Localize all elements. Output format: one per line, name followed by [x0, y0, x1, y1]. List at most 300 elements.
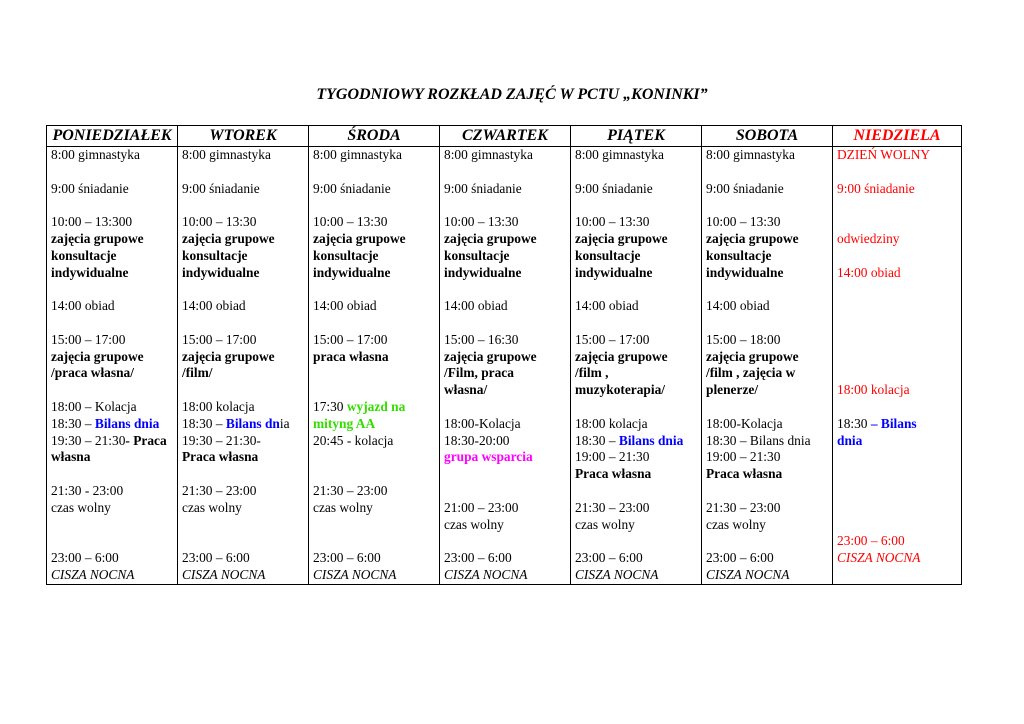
schedule-line — [706, 164, 832, 181]
schedule-line — [837, 197, 961, 214]
schedule-text: 15:00 – 16:30 — [444, 331, 519, 347]
schedule-line — [837, 550, 961, 567]
schedule-line — [444, 500, 570, 517]
schedule-text: /Film, praca — [444, 365, 514, 381]
schedule-line — [51, 466, 177, 483]
schedule-text: 21:00 – 23:00 — [444, 499, 519, 515]
day-cell-sunday — [833, 147, 962, 585]
schedule-line — [837, 281, 961, 298]
schedule-line — [182, 231, 308, 248]
schedule-line — [313, 533, 439, 550]
schedule-text: zajęcia grupowe — [51, 230, 144, 246]
schedule-line — [182, 416, 308, 433]
schedule-line — [837, 164, 961, 181]
schedule-text: 21:30 – 23:00 — [313, 482, 388, 498]
schedule-line — [837, 433, 961, 450]
schedule-text: Bilans dnia — [94, 415, 160, 431]
schedule-line — [706, 197, 832, 214]
schedule-line — [706, 433, 832, 450]
schedule-line — [444, 517, 570, 534]
schedule-text: własna — [51, 449, 91, 465]
schedule-text: 21:30 - 23:00 — [51, 482, 124, 498]
schedule-line — [313, 214, 439, 231]
schedule-line — [313, 399, 439, 416]
schedule-line — [444, 349, 570, 366]
schedule-text: indywidualne — [313, 264, 391, 280]
schedule-text: 9:00 śniadanie — [182, 180, 260, 196]
schedule-text: mityng AA — [313, 415, 376, 431]
schedule-line — [51, 500, 177, 517]
schedule-text: 23:00 – 6:00 — [182, 550, 250, 566]
schedule-text: 14:00 obiad — [837, 264, 901, 280]
schedule-line — [706, 483, 832, 500]
schedule-line — [706, 349, 832, 366]
schedule-line — [313, 197, 439, 214]
schedule-line — [182, 399, 308, 416]
schedule-line — [706, 181, 832, 198]
schedule-line — [51, 449, 177, 466]
schedule-line — [182, 248, 308, 265]
schedule-line — [51, 382, 177, 399]
schedule-line — [313, 550, 439, 567]
schedule-text: konsultacje — [51, 247, 117, 263]
schedule-line — [313, 567, 439, 584]
schedule-line — [182, 349, 308, 366]
schedule-text: konsultacje — [575, 247, 641, 263]
schedule-line — [706, 214, 832, 231]
schedule-line — [182, 500, 308, 517]
schedule-text: 8:00 gimnastyka — [444, 147, 533, 162]
schedule-line — [313, 517, 439, 534]
schedule-line — [444, 332, 570, 349]
schedule-text: indywidualne — [444, 264, 522, 280]
schedule-line — [837, 449, 961, 466]
schedule-line — [182, 265, 308, 282]
schedule-text: Praca własna — [182, 449, 259, 465]
schedule-text: 10:00 – 13:30 — [313, 214, 388, 230]
schedule-text: 14:00 obiad — [182, 298, 246, 314]
schedule-line — [444, 382, 570, 399]
schedule-line — [837, 214, 961, 231]
schedule-text: czas wolny — [182, 499, 242, 515]
schedule-line — [444, 164, 570, 181]
schedule-line — [837, 416, 961, 433]
schedule-text: 23:00 – 6:00 — [51, 550, 119, 566]
page-title: TYGODNIOWY ROZKŁAD ZAJĘĆ W PCTU „KONINKI” — [316, 86, 708, 103]
schedule-line — [837, 298, 961, 315]
schedule-line — [182, 567, 308, 584]
schedule-text: CISZA NOCNA — [706, 566, 790, 582]
schedule-text: praca własna — [313, 348, 389, 364]
schedule-line — [182, 181, 308, 198]
schedule-line — [313, 466, 439, 483]
schedule-line — [706, 567, 832, 584]
schedule-line — [444, 231, 570, 248]
schedule-line — [313, 365, 439, 382]
schedule-line — [575, 281, 701, 298]
schedule-line — [575, 483, 701, 500]
schedule-line — [313, 332, 439, 349]
schedule-text: muzykoterapia/ — [575, 382, 666, 398]
schedule-line — [706, 315, 832, 332]
schedule-text: /film/ — [182, 365, 213, 381]
schedule-line — [706, 517, 832, 534]
schedule-text: dnia — [837, 432, 863, 448]
schedule-line — [51, 298, 177, 315]
schedule-line — [837, 349, 961, 366]
schedule-text: CISZA NOCNA — [51, 566, 135, 582]
schedule-line — [182, 315, 308, 332]
schedule-line — [575, 399, 701, 416]
schedule-text: 9:00 śniadanie — [444, 180, 522, 196]
schedule-text: zajęcia grupowe — [313, 230, 406, 246]
schedule-text: - Praca — [125, 432, 167, 448]
schedule-line — [837, 181, 961, 198]
schedule-line — [182, 449, 308, 466]
schedule-line — [182, 533, 308, 550]
schedule-line — [837, 517, 961, 534]
schedule-line — [182, 433, 308, 450]
schedule-text: 21:30 – 23:00 — [182, 482, 257, 498]
schedule-text: zajęcia grupowe — [182, 230, 275, 246]
schedule-line — [706, 550, 832, 567]
schedule-text: 18:30 – Bilans dnia — [706, 432, 811, 448]
schedule-text: 14:00 obiad — [313, 298, 377, 314]
schedule-line — [444, 197, 570, 214]
schedule-line — [575, 265, 701, 282]
schedule-line — [837, 500, 961, 517]
schedule-line — [182, 365, 308, 382]
schedule-text: indywidualne — [51, 264, 129, 280]
schedule-text: 10:00 – 13:30 — [706, 214, 781, 230]
schedule-text: 18:00 kolacja — [575, 415, 648, 431]
schedule-line — [51, 332, 177, 349]
schedule-line — [444, 265, 570, 282]
schedule-line — [51, 416, 177, 433]
schedule-text: 18:00-Kolacja — [706, 415, 783, 431]
schedule-line — [182, 466, 308, 483]
day-header-monday: PONIEDZIAŁEK — [47, 126, 178, 147]
schedule-text: CISZA NOCNA — [182, 566, 266, 582]
schedule-text: 19:00 – 21:30 — [706, 449, 781, 465]
schedule-line — [51, 533, 177, 550]
schedule-line — [575, 567, 701, 584]
schedule-table — [46, 125, 962, 585]
schedule-text: indywidualne — [182, 264, 260, 280]
schedule-text: 18:00 kolacja — [182, 398, 255, 414]
schedule-text: zajęcia grupowe — [182, 348, 275, 364]
schedule-line — [182, 281, 308, 298]
schedule-line — [51, 164, 177, 181]
schedule-line — [51, 567, 177, 584]
schedule-text: 8:00 gimnastyka — [706, 147, 795, 162]
schedule-line — [444, 433, 570, 450]
schedule-text: Praca własna — [706, 466, 783, 482]
schedule-line — [575, 517, 701, 534]
schedule-line — [313, 281, 439, 298]
schedule-text: 17:30 — [313, 398, 347, 414]
schedule-line — [313, 449, 439, 466]
day-header-thursday: CZWARTEK — [440, 126, 571, 147]
day-header-saturday: SOBOTA — [702, 126, 833, 147]
schedule-text: indywidualne — [575, 264, 653, 280]
day-header-tuesday: WTOREK — [178, 126, 309, 147]
schedule-text: 10:00 – 13:30 — [444, 214, 519, 230]
schedule-line — [575, 231, 701, 248]
schedule-text: czas wolny — [706, 516, 766, 532]
schedule-line — [51, 399, 177, 416]
schedule-line — [837, 332, 961, 349]
day-cell-monday — [47, 147, 178, 585]
schedule-line — [444, 399, 570, 416]
schedule-text: 14:00 obiad — [444, 298, 508, 314]
schedule-text: zajęcia grupowe — [444, 348, 537, 364]
schedule-text: CISZA NOCNA — [575, 566, 659, 582]
schedule-line — [575, 315, 701, 332]
schedule-line — [706, 298, 832, 315]
schedule-line — [51, 281, 177, 298]
schedule-text: 14:00 obiad — [51, 298, 115, 314]
schedule-line — [706, 416, 832, 433]
schedule-text: czas wolny — [575, 516, 635, 532]
schedule-line — [444, 181, 570, 198]
schedule-line — [444, 298, 570, 315]
schedule-line — [837, 248, 961, 265]
schedule-line — [51, 315, 177, 332]
schedule-line — [706, 332, 832, 349]
day-cell-friday — [571, 147, 702, 585]
schedule-text: 23:00 – 6:00 — [313, 550, 381, 566]
schedule-line — [575, 500, 701, 517]
schedule-text: zajęcia grupowe — [575, 230, 668, 246]
schedule-line — [51, 365, 177, 382]
schedule-text: 15:00 – 18:00 — [706, 331, 781, 347]
schedule-text: indywidualne — [706, 264, 784, 280]
schedule-line — [837, 147, 961, 164]
schedule-line — [313, 265, 439, 282]
schedule-text: 15:00 – 17:00 — [51, 331, 126, 347]
schedule-line — [444, 533, 570, 550]
schedule-line — [51, 483, 177, 500]
schedule-text: 8:00 gimnastyka — [182, 147, 271, 162]
schedule-text: plenerze/ — [706, 382, 759, 398]
schedule-text: Bilans dnia — [618, 432, 684, 448]
schedule-text: 18:00 kolacja — [837, 382, 910, 398]
schedule-line — [51, 550, 177, 567]
schedule-line — [575, 533, 701, 550]
schedule-text: 20:45 - kolacja — [313, 432, 394, 448]
schedule-line — [182, 298, 308, 315]
schedule-line — [444, 550, 570, 567]
day-header-wednesday: ŚRODA — [309, 126, 440, 147]
schedule-line — [837, 365, 961, 382]
schedule-line — [706, 382, 832, 399]
schedule-text: 19:30 – 21:30 — [51, 432, 126, 448]
schedule-line — [313, 231, 439, 248]
schedule-text: 19:00 – 21:30 — [575, 449, 650, 465]
schedule-text: 23:00 – 6:00 — [837, 533, 905, 549]
schedule-text: czas wolny — [51, 499, 111, 515]
schedule-line — [837, 231, 961, 248]
schedule-line — [706, 231, 832, 248]
day-header-sunday: NIEDZIELA — [833, 126, 962, 147]
schedule-line — [837, 265, 961, 282]
schedule-text: 9:00 śniadanie — [51, 180, 129, 196]
schedule-text: zajęcia grupowe — [444, 230, 537, 246]
schedule-line — [444, 248, 570, 265]
schedule-text: 9:00 śniadanie — [313, 180, 391, 196]
schedule-line — [706, 533, 832, 550]
schedule-line — [51, 248, 177, 265]
schedule-text: /film , zajęcia w — [706, 365, 796, 381]
schedule-text: /praca własna/ — [51, 365, 134, 381]
schedule-line — [182, 382, 308, 399]
schedule-text: 23:00 – 6:00 — [706, 550, 774, 566]
schedule-line — [182, 214, 308, 231]
schedule-line — [706, 399, 832, 416]
schedule-line — [313, 298, 439, 315]
schedule-line — [706, 500, 832, 517]
schedule-line — [575, 164, 701, 181]
schedule-line — [313, 147, 439, 164]
schedule-line — [182, 164, 308, 181]
day-cell-saturday — [702, 147, 833, 585]
schedule-text: konsultacje — [313, 247, 379, 263]
schedule-line — [575, 298, 701, 315]
schedule-text: 10:00 – 13:300 — [51, 214, 133, 230]
schedule-text: czas wolny — [313, 499, 373, 515]
schedule-text: wyjazd na — [346, 398, 406, 414]
schedule-text: grupa wsparcia — [444, 449, 533, 465]
schedule-line — [575, 332, 701, 349]
schedule-text: 14:00 obiad — [706, 298, 770, 314]
schedule-line — [51, 147, 177, 164]
schedule-line — [444, 567, 570, 584]
schedule-text: 18:00-Kolacja — [444, 415, 521, 431]
schedule-line — [313, 433, 439, 450]
schedule-line — [575, 433, 701, 450]
schedule-text: 21:30 – 23:00 — [575, 499, 650, 515]
schedule-line — [182, 483, 308, 500]
schedule-text: 19:30 – 21:30- — [182, 432, 261, 448]
schedule-line — [706, 147, 832, 164]
schedule-text: 8:00 gimnastyka — [313, 147, 402, 162]
schedule-line — [575, 197, 701, 214]
schedule-line — [575, 466, 701, 483]
schedule-line — [575, 181, 701, 198]
schedule-text: 14:00 obiad — [575, 298, 639, 314]
day-header-friday: PIĄTEK — [571, 126, 702, 147]
schedule-line — [313, 382, 439, 399]
schedule-line — [837, 466, 961, 483]
schedule-text: – Bilans — [870, 415, 917, 431]
schedule-text: 15:00 – 17:00 — [313, 331, 388, 347]
schedule-line — [575, 416, 701, 433]
schedule-line — [313, 483, 439, 500]
schedule-text: Bilans dn — [225, 415, 280, 431]
schedule-line — [837, 533, 961, 550]
schedule-line — [313, 349, 439, 366]
schedule-text: odwiedziny — [837, 230, 900, 246]
schedule-text: 23:00 – 6:00 — [444, 550, 512, 566]
schedule-text: zajęcia grupowe — [706, 348, 799, 364]
schedule-line — [51, 214, 177, 231]
schedule-text: konsultacje — [182, 247, 248, 263]
schedule-line — [575, 382, 701, 399]
schedule-line — [706, 265, 832, 282]
schedule-line — [182, 147, 308, 164]
schedule-line — [575, 550, 701, 567]
schedule-line — [444, 214, 570, 231]
schedule-text: 10:00 – 13:30 — [182, 214, 257, 230]
schedule-text: 21:30 – 23:00 — [706, 499, 781, 515]
schedule-text: 9:00 śniadanie — [575, 180, 653, 196]
schedule-text: DZIEŃ WOLNY — [837, 147, 931, 162]
schedule-line — [313, 181, 439, 198]
schedule-text: zajęcia grupowe — [51, 348, 144, 364]
schedule-line — [51, 433, 177, 450]
schedule-line — [706, 466, 832, 483]
schedule-text: 8:00 gimnastyka — [51, 147, 140, 162]
schedule-line — [575, 214, 701, 231]
schedule-line — [444, 416, 570, 433]
schedule-line — [706, 365, 832, 382]
schedule-text: konsultacje — [444, 247, 510, 263]
schedule-line — [706, 248, 832, 265]
day-cell-wednesday — [309, 147, 440, 585]
schedule-line — [837, 315, 961, 332]
schedule-line — [706, 449, 832, 466]
schedule-text: czas wolny — [444, 516, 504, 532]
schedule-line — [837, 399, 961, 416]
schedule-text: 8:00 gimnastyka — [575, 147, 664, 162]
schedule-line — [51, 517, 177, 534]
schedule-text: /film , — [575, 365, 609, 381]
schedule-text: 18:30-20:00 — [444, 432, 510, 448]
schedule-line — [313, 500, 439, 517]
schedule-line — [182, 550, 308, 567]
schedule-text: CISZA NOCNA — [837, 550, 921, 566]
schedule-line — [575, 349, 701, 366]
schedule-line — [182, 517, 308, 534]
schedule-line — [313, 416, 439, 433]
schedule-line — [837, 483, 961, 500]
schedule-text: Praca własna — [575, 466, 652, 482]
schedule-line — [444, 147, 570, 164]
schedule-line — [575, 365, 701, 382]
schedule-line — [51, 265, 177, 282]
schedule-text: 18:30 — [837, 415, 871, 431]
schedule-text: 18:00 – Kolacja — [51, 398, 137, 414]
schedule-text: zajęcia grupowe — [575, 348, 668, 364]
schedule-text: zajęcia grupowe — [706, 230, 799, 246]
schedule-line — [51, 181, 177, 198]
schedule-text: własna/ — [444, 382, 488, 398]
schedule-line — [444, 365, 570, 382]
schedule-line — [575, 248, 701, 265]
header-row — [47, 126, 962, 147]
schedule-line — [51, 231, 177, 248]
schedule-line — [182, 332, 308, 349]
schedule-line — [575, 147, 701, 164]
schedule-row — [47, 147, 962, 585]
schedule-line — [444, 281, 570, 298]
schedule-line — [313, 248, 439, 265]
schedule-line — [444, 466, 570, 483]
schedule-line — [51, 197, 177, 214]
schedule-line — [182, 197, 308, 214]
schedule-line — [51, 349, 177, 366]
